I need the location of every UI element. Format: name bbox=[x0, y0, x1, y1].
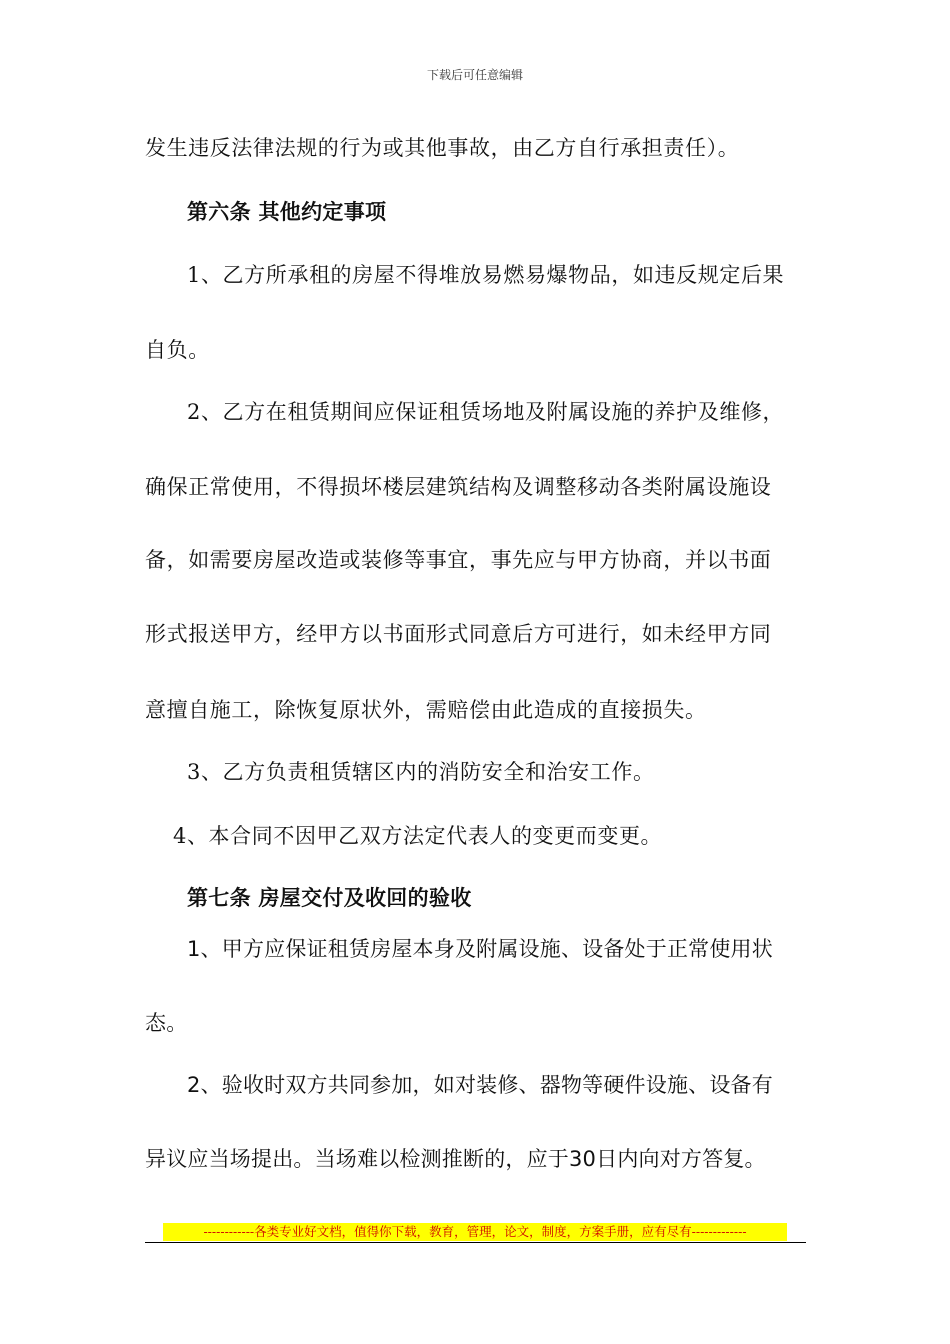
paragraph-line: 1、甲方应保证租赁房屋本身及附属设施、设备处于正常使用状 bbox=[187, 937, 773, 961]
section-7-title: 第七条 房屋交付及收回的验收 bbox=[187, 886, 472, 910]
paragraph-line: 1、乙方所承租的房屋不得堆放易燃易爆物品，如违反规定后果 bbox=[187, 263, 785, 287]
page-header: 下载后可任意编辑 bbox=[426, 68, 523, 82]
paragraph-line: 自负。 bbox=[145, 338, 210, 362]
paragraph-line: 2、乙方在租赁期间应保证租赁场地及附属设施的养护及维修， bbox=[187, 400, 785, 424]
paragraph-line: 异议应当场提出。当场难以检测推断的，应于30日内向对方答复。 bbox=[145, 1147, 766, 1171]
paragraph-line: 态。 bbox=[145, 1011, 188, 1035]
section-6-title: 第六条 其他约定事项 bbox=[187, 200, 387, 224]
paragraph-line: 3、乙方负责租赁辖区内的消防安全和治安工作。 bbox=[187, 760, 655, 784]
footer-banner: ------------各类专业好文档，值得你下载，教育，管理，论文，制度，方案手册，应有尽有------------- bbox=[163, 1223, 787, 1241]
paragraph-line: 确保正常使用，不得损坏楼层建筑结构及调整移动各类附属设施设 bbox=[145, 475, 772, 499]
paragraph-line: 4、本合同不因甲乙双方法定代表人的变更而变更。 bbox=[173, 824, 663, 848]
paragraph-line: 形式报送甲方，经甲方以书面形式同意后方可进行，如未经甲方同 bbox=[145, 622, 772, 646]
paragraph-line: 2、验收时双方共同参加，如对装修、器物等硬件设施、设备有 bbox=[187, 1073, 773, 1097]
paragraph-line: 发生违反法律法规的行为或其他事故，由乙方自行承担责任）。 bbox=[145, 136, 740, 160]
paragraph-line: 备，如需要房屋改造或装修等事宜，事先应与甲方协商，并以书面 bbox=[145, 548, 772, 572]
paragraph-line: 意擅自施工，除恢复原状外，需赔偿由此造成的直接损失。 bbox=[145, 698, 707, 722]
footer-divider bbox=[145, 1242, 806, 1243]
